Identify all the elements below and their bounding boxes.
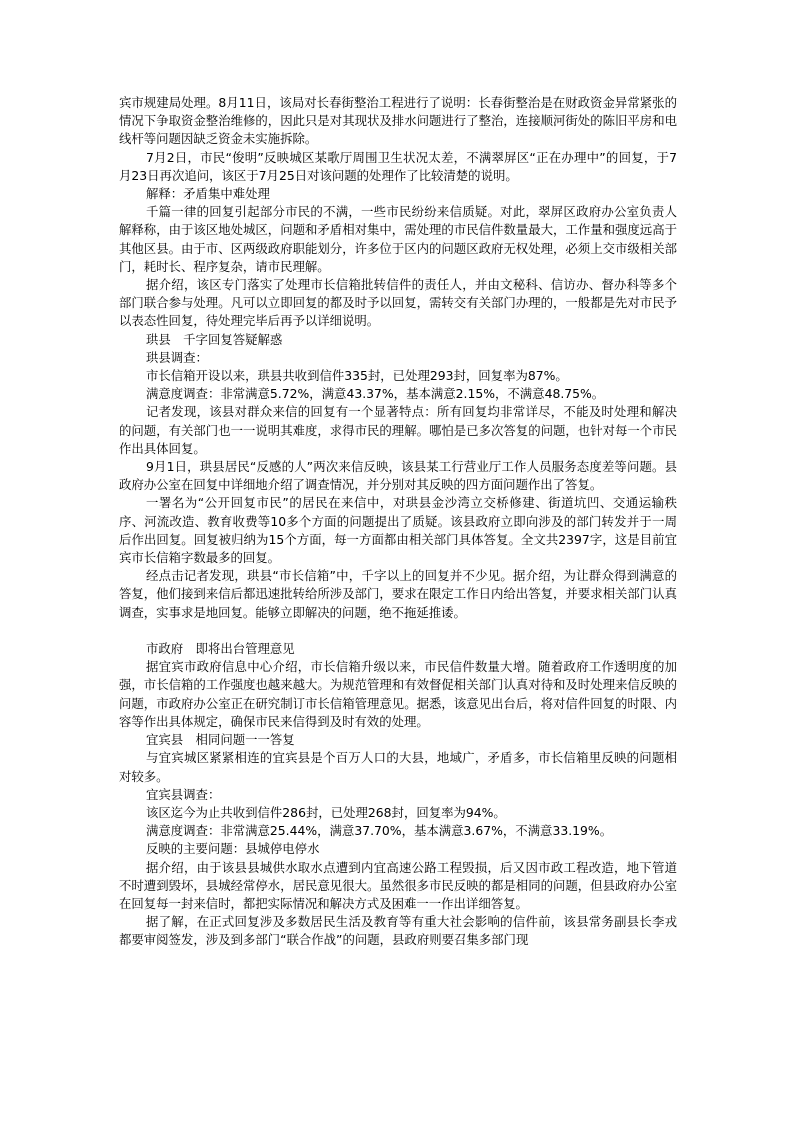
- stats-satisfaction-gongxian: 满意度调查：非常满意5.72%，满意43.37%，基本满意2.15%，不满意48.75%。: [146, 386, 605, 402]
- survey-heading-gongxian: 珙县调查：: [146, 349, 208, 365]
- section-heading-city-government: 市政府 即将出台管理意见: [146, 641, 295, 657]
- stats-satisfaction-yibin-county: 满意度调查：非常满意25.44%，满意37.70%，基本满意3.67%，不满意33.19%。: [146, 823, 613, 839]
- paragraph-9: 记者发现，该县对群众来信的回复有一个显著特点：所有回复均非常详尽，不能及时处理和解决的问题，有关部门也一一说明其难度，求得市民的理解。哪怕是已多次答复的问题，也针对每一个市民作出具体回复。: [119, 404, 677, 456]
- section-heading-yibin-county: 宜宾县 相同问题一一答复: [146, 732, 295, 748]
- blank-line: [119, 622, 677, 640]
- paragraph-3: 千篇一律的回复引起部分市民的不满，一些市民纷纷来信质疑。对此，翠屏区政府办公室负责人解释称，由于该区地处城区，问题和矛盾相对集中，需处理的市民信件数量最大，工作量和强度远高于其他区县。由于市、区两级政府职能划分，许多位于区内的问题区政府无权处理，必须上交市级相关部门，耗时长、程序复杂，请市民理解。: [119, 204, 677, 274]
- paragraph-22: 据介绍，由于该县县城供水取水点遭到内宜高速公路工程毁损，后又因市政工程改造，地下管道不时遭到毁坏，县城经常停水，居民意见很大。虽然很多市民反映的都是相同的问题，但县政府办公室在回复每一封来信时，都把实际情况和解决方式及困难一一作出详细答复。: [119, 859, 677, 911]
- main-issue-yibin-county: 反映的主要问题：县城停电停水: [146, 841, 320, 857]
- section-heading-gongxian: 珙县 千字回复答疑解惑: [146, 331, 283, 347]
- paragraph-0: 宾市规建局处理。8月11日，该局对长春街整治工程进行了说明：长春街整治是在财政资金异常紧张的情况下争取资金整治维修的，因此只是对其现状及排水问题进行了整治，连接顺河街处的陈旧平房和电线杆等问题因缺乏资金未实施拆除。: [119, 95, 677, 147]
- paragraph-12: 经点击记者发现，珙县“市长信箱”中，千字以上的回复并不少见。据介绍，为让群众得到满意的答复，他们接到来信后都迅速批转给所涉及部门，要求在限定工作日内给出答复，并要求相关部门认真调查，实事求是地回复。能够立即解决的问题，绝不拖延推诿。: [119, 568, 677, 620]
- paragraph-15: 据宜宾市政府信息中心介绍，市长信箱升级以来，市民信件数量大增。随着政府工作透明度的加强，市长信箱的工作强度也越来越大。为规范管理和有效督促相关部门认真对待和及时处理来信反映的问题，市政府办公室正在研究制订市长信箱管理意见。据悉，该意见出台后，将对信件回复的时限、内容等作出具体规定，确保市民来信得到及时有效的处理。: [119, 659, 677, 729]
- section-heading-explanation: 解释：矛盾集中难处理: [146, 186, 270, 202]
- paragraph-23: 据了解，在正式回复涉及多数居民生活及教育等有重大社会影响的信件前，该县常务副县长李戎都要审阅签发，涉及到多部门“联合作战”的问题，县政府则要召集多部门现: [119, 914, 677, 948]
- stats-letters-yibin-county: 该区迄今为止共收到信件286封，已处理268封，回复率为94%。: [146, 804, 506, 820]
- paragraph-4: 据介绍，该区专门落实了处理市长信箱批转信件的责任人，并由文秘科、信访办、督办科等多个部门联合参与处理。凡可以立即回复的都及时予以回复，需转交有关部门办理的，一般都是先对市民予以表态性回复，待处理完毕后再予以详细说明。: [119, 277, 677, 329]
- document-body: [119, 94, 677, 950]
- stats-letters-gongxian: 市长信箱开设以来，珙县共收到信件335封，已处理293封，回复率为87%。: [146, 368, 568, 384]
- paragraph-10: 9月1日，珙县居民“反感的人”两次来信反映，该县某工行营业厅工作人员服务态度差等问题。县政府办公室在回复中详细地介绍了调查情况，并分别对其反映的四方面问题作出了答复。: [119, 459, 677, 493]
- paragraph-1: 7月2日，市民“俊明”反映城区某歌厅周围卫生状况太差，不满翠屏区“正在办理中”的回复，于7月23日再次追问，该区于7月25日对该问题的处理作了比较清楚的说明。: [119, 149, 677, 183]
- paragraph-11: 一署名为“公开回复市民”的居民在来信中，对珙县金沙湾立交桥修建、街道坑凹、交通运输秩序、河流改造、教育收费等10多个方面的问题提出了质疑。该县政府立即向涉及的部门转发并于一周后作出回复。回复被归纳为15个方面，每一方面都由相关部门具体答复。全文共2397字，这是目前宜宾市长信箱字数最多的回复。: [119, 495, 677, 566]
- survey-heading-yibin-county: 宜宾县调查：: [146, 786, 221, 802]
- paragraph-17: 与宜宾城区紧紧相连的宜宾县是个百万人口的大县，地域广，矛盾多，市长信箱里反映的问题相对较多。: [119, 750, 677, 784]
